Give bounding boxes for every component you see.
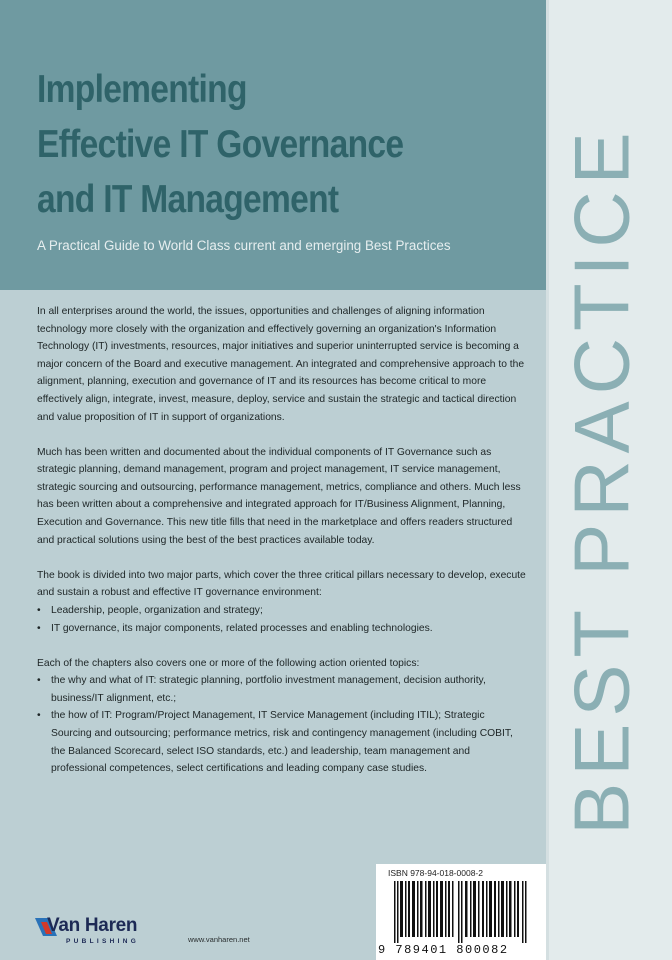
topics-list — [37, 672, 527, 778]
isbn-label: ISBN 978-94-018-0008-2 — [388, 868, 483, 878]
publisher-sub: PUBLISHING — [66, 938, 140, 945]
title-line-3: and IT Management — [37, 178, 339, 221]
bullet-icon: • — [37, 710, 41, 722]
pillars-list — [37, 602, 527, 637]
bullet-icon: • — [37, 675, 41, 687]
list-item: • the how of IT: Program/Project Management, IT Service Management (including ITIL); Strategic Sourcing and outsourcing; performance metrics, risk and contingency management (including COBIT, the Balanced Scorecard, select ISO standards, etc.) and leadership, team management and professional competences, select certifications and leading company case studies. — [37, 707, 527, 777]
publisher-name: Van Haren — [47, 915, 138, 936]
paragraph-intro: In all enterprises around the world, the issues, opportunities and challenges of aligning information technology more closely with the organization and effectively governing an organization's Information Technology (IT) investments, resources, major initiatives and superior uninterrupted service is becoming a major concern of the Board and executive management. An integrated and comprehensive approach to the alignment, planning, execution and governance of IT and its resources has become critical to more effectively align, integrate, invest, measure, deploy, service and sustain the strategic and tactical direction and value proposition of IT in support of organizations. — [37, 306, 525, 423]
barcode-number: 9 789401 800082 — [378, 943, 509, 957]
book-title — [37, 62, 467, 227]
bullet-icon: • — [37, 622, 41, 634]
publisher-website: www.vanharen.net — [188, 935, 250, 944]
paragraph-pillars-lead: The book is divided into two major parts, which cover the three critical pillars necessary to develop, execute and sustain a robust and effective IT governance environment: — [37, 569, 526, 599]
blurb — [37, 303, 527, 795]
list-item: • IT governance, its major components, related processes and enabling technologies. — [37, 620, 527, 638]
list-item: • the why and what of IT: strategic planning, portfolio investment management, decision authority, business/IT alignment, etc.; — [37, 672, 527, 707]
series-banner-text: BEST PRACTICE — [557, 125, 646, 835]
publisher-logo — [35, 914, 175, 954]
book-subtitle: A Practical Guide to World Class current and emerging Best Practices — [37, 238, 451, 253]
title-line-2: Effective IT Governance — [37, 123, 404, 166]
isbn-block — [376, 864, 546, 960]
paragraph-topics-lead: Each of the chapters also covers one or more of the following action oriented topics: — [37, 657, 420, 669]
side-divider — [546, 0, 549, 960]
paragraph-literature: Much has been written and documented about the individual components of IT Governance such as strategic planning, demand management, program and project management, IT service management, strategic sourcing and outsourcing, performance management, metrics, compliance and others. Much less has been written about a comprehensive and integrated approach for IT/Business Alignment, Planning, Execution and Governance. This new title fills that need in the marketplace and offers readers structured and practical solutions using the best of the best practices available today. — [37, 446, 521, 546]
bullet-icon: • — [37, 604, 41, 616]
title-line-1: Implementing — [37, 68, 247, 111]
list-item: • Leadership, people, organization and strategy; — [37, 602, 527, 620]
series-banner — [557, 125, 648, 834]
barcode-icon — [394, 881, 534, 943]
